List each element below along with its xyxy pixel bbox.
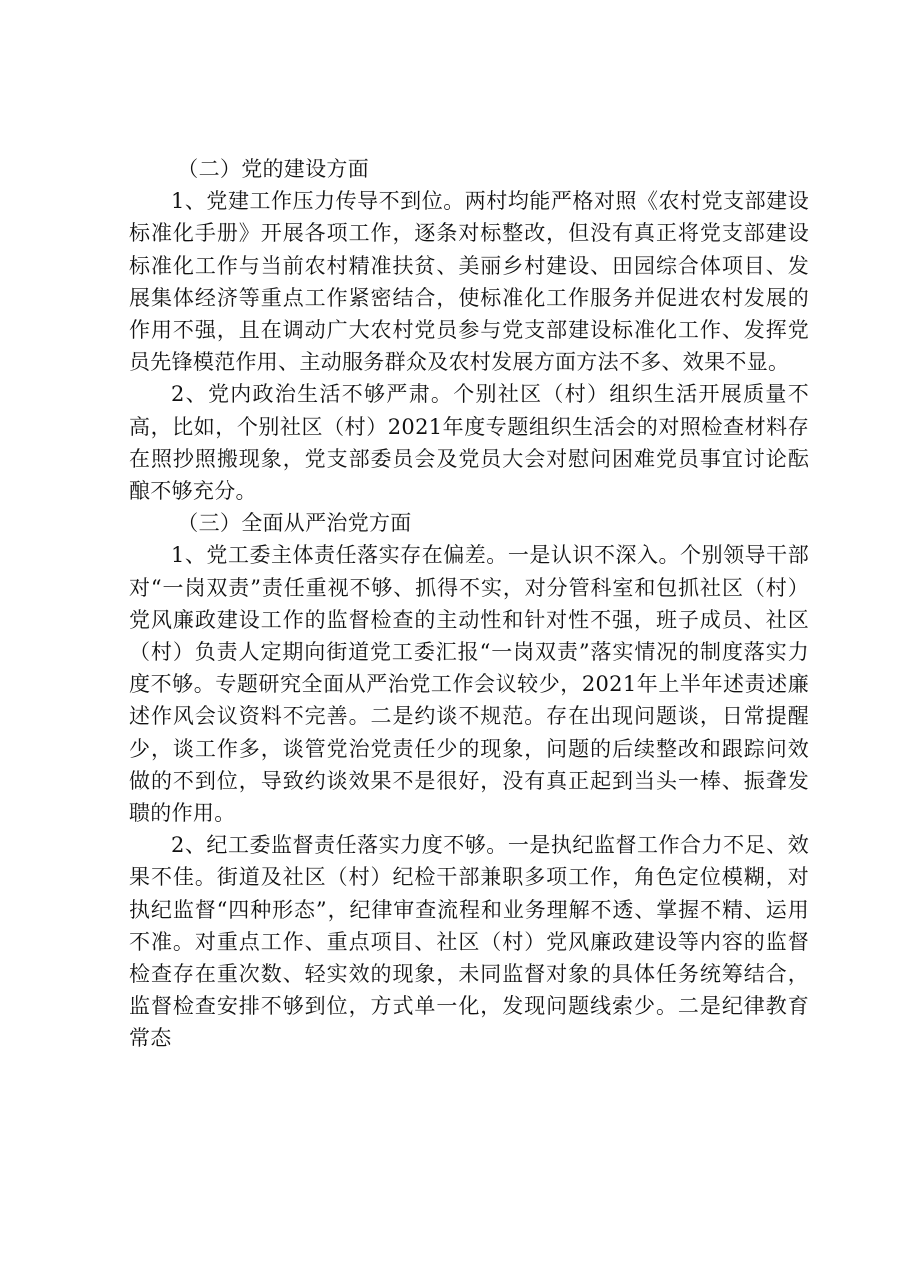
paragraph-party-building-item-2: 2、党内政治生活不够严肃。个别社区（村）组织生活开展质量不高，比如，个别社区（村）2021年度专题组织生活会的对照检查材料存在照抄照搬现象，党支部委员会及党员大会对慰问困难党员事宜讨论酝酿不够充分。 bbox=[129, 382, 809, 504]
paragraph-party-building-item-1: 1、党建工作压力传导不到位。两村均能严格对照《农村党支部建设标准化手册》开展各项工作，逐条对标整改，但没有真正将党支部建设标准化工作与当前农村精准扶贫、美丽乡村建设、田园综合体项目、发展集体经济等重点工作紧密结合，使标准化工作服务并促进农村发展的作用不强，且在调动广大农村党员参与党支部建设标准化工作、发挥党员先锋模范作用、主动服务群众及农村发展方面方法不多、效果不显。 bbox=[129, 189, 809, 375]
paragraph-strict-governance-item-1: 1、党工委主体责任落实存在偏差。一是认识不深入。个别领导干部对“一岗双责”责任重视不够、抓得不实，对分管科室和包抓社区（村）党风廉政建设工作的监督检查的主动性和针对性不强，班子成员、社区（村）负责人定期向街道党工委汇报“一岗双责”落实情况的制度落实力度不够。专题研究全面从严治党工作会议较少，2021年上半年述责述廉述作风会议资料不完善。二是约谈不规范。存在出现问题谈，日常提醒少，谈工作多，谈管党治党责任少的现象，问题的后续整改和跟踪问效做的不到位，导致约谈效果不是很好，没有真正起到当头一棒、振聋发聩的作用。 bbox=[129, 543, 809, 826]
paragraph-strict-governance-item-2: 2、纪工委监督责任落实力度不够。一是执纪监督工作合力不足、效果不佳。街道及社区（村）纪检干部兼职多项工作，角色定位模糊，对执纪监督“四种形态”，纪律审查流程和业务理解不透、掌握不精、运用不准。对重点工作、重点项目、社区（村）党风廉政建设等内容的监督检查存在重次数、轻实效的现象，未同监督对象的具体任务统筹结合，监督检查安排不够到位，方式单一化，发现问题线索少。二是纪律教育常态 bbox=[129, 833, 809, 1051]
section-heading-party-building: （二）党的建设方面 bbox=[177, 157, 369, 181]
section-heading-strict-governance: （三）全面从严治党方面 bbox=[177, 511, 412, 536]
document-body bbox=[129, 153, 809, 1055]
